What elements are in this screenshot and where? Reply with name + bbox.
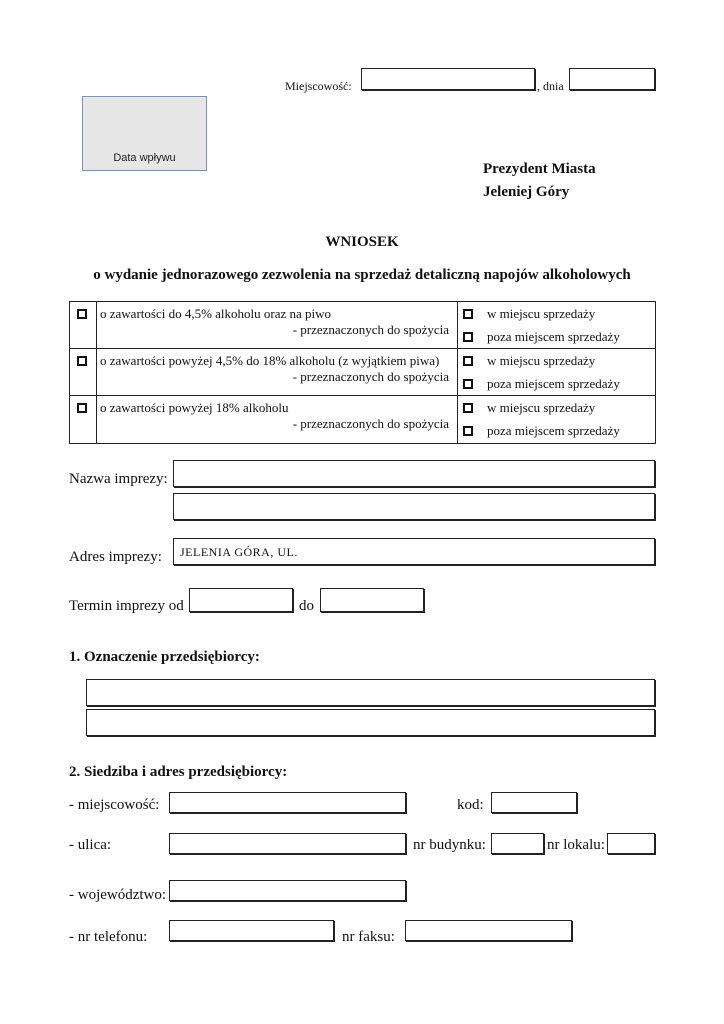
option-1-on-site-label: w miejscu sprzedaży	[487, 306, 596, 321]
event-term-label: Termin imprezy od	[69, 598, 184, 614]
event-term-to-input[interactable]	[320, 588, 424, 612]
code-label: kod:	[457, 797, 484, 813]
voivodeship-label: - województwo:	[69, 887, 167, 903]
option-1-desc-cell	[97, 302, 458, 349]
form-subtitle: o wydanie jednorazowego zezwolenia na sprzedaż detaliczną napojów alkoholowych	[93, 267, 631, 283]
voivodeship-input[interactable]	[169, 880, 406, 901]
street-label: - ulica:	[69, 837, 112, 853]
option-2-on-site-label: w miejscu sprzedaży	[487, 353, 596, 368]
unit-label: nr lokalu:	[547, 837, 605, 853]
option-3-purpose: - przeznaczonych do spożycia	[292, 416, 449, 431]
option-1-off-site-checkbox[interactable]	[463, 332, 473, 342]
option-2-desc-cell	[97, 349, 458, 396]
section1-heading: 1. Oznaczenie przedsiębiorcy:	[69, 649, 260, 665]
option-3-checkbox-cell	[70, 396, 97, 444]
option-1-desc: o zawartości do 4,5% alkoholu oraz na piwo	[100, 306, 332, 321]
option-1-purpose: - przeznaczonych do spożycia	[292, 322, 449, 337]
fax-label: nr faksu:	[342, 929, 395, 945]
event-name-input-2[interactable]	[173, 493, 655, 520]
option-1-places-cell	[458, 302, 656, 349]
building-number-input[interactable]	[491, 833, 544, 854]
city-input[interactable]	[169, 792, 406, 813]
option-2-places-cell	[458, 349, 656, 396]
option-3-off-site-checkbox[interactable]	[463, 426, 473, 436]
event-address-value: JELENIA GÓRA, UL.	[180, 545, 298, 559]
option-2-checkbox-cell	[70, 349, 97, 396]
option-1-checkbox[interactable]	[77, 309, 87, 319]
addressee-line1: Prezydent Miasta	[483, 161, 596, 177]
addressee-line2: Jeleniej Góry	[483, 184, 570, 200]
section2-heading: 2. Siedziba i adres przedsiębiorcy:	[69, 764, 288, 780]
event-address-input[interactable]	[173, 538, 655, 565]
date-input[interactable]	[569, 68, 655, 90]
street-input[interactable]	[169, 833, 406, 854]
option-3-desc-cell	[97, 396, 458, 444]
place-input[interactable]	[361, 68, 535, 90]
option-2-purpose: - przeznaczonych do spożycia	[292, 369, 449, 384]
option-2-off-site-checkbox[interactable]	[463, 379, 473, 389]
form-title: WNIOSEK	[325, 234, 399, 250]
option-1-on-site-checkbox[interactable]	[463, 309, 473, 319]
option-3-off-site-label: poza miejscem sprzedaży	[487, 423, 620, 438]
event-name-input-1[interactable]	[173, 460, 655, 487]
stamp-label: Data wpływu	[113, 152, 176, 164]
event-name-label: Nazwa imprezy:	[69, 471, 168, 487]
alcohol-type-table	[69, 301, 656, 444]
receipt-date-stamp	[82, 96, 207, 171]
phone-label: - nr telefonu:	[69, 929, 148, 945]
option-1-checkbox-cell	[70, 302, 97, 349]
option-2-off-site-label: poza miejscem sprzedaży	[487, 376, 620, 391]
option-3-checkbox[interactable]	[77, 403, 87, 413]
city-label: - miejscowość:	[69, 797, 160, 813]
event-term-to-label: do	[299, 598, 314, 614]
phone-input[interactable]	[169, 920, 334, 941]
unit-number-input[interactable]	[607, 833, 655, 854]
option-3-desc: o zawartości powyżej 18% alkoholu	[100, 400, 289, 415]
option-2-checkbox[interactable]	[77, 356, 87, 366]
event-term-from-input[interactable]	[189, 588, 293, 612]
option-1-off-site-label: poza miejscem sprzedaży	[487, 329, 620, 344]
option-3-on-site-checkbox[interactable]	[463, 403, 473, 413]
event-address-label: Adres imprezy:	[69, 549, 162, 565]
option-3-on-site-label: w miejscu sprzedaży	[487, 400, 596, 415]
postal-code-input[interactable]	[491, 792, 577, 813]
place-label: Miejscowość:	[285, 79, 352, 93]
option-3-places-cell	[458, 396, 656, 444]
option-2-on-site-checkbox[interactable]	[463, 356, 473, 366]
date-label: , dnia	[537, 79, 564, 93]
building-label: nr budynku:	[413, 837, 486, 853]
entrepreneur-input-2[interactable]	[86, 709, 655, 736]
fax-input[interactable]	[405, 920, 572, 941]
option-2-desc: o zawartości powyżej 4,5% do 18% alkoholu (z wyjątkiem piwa)	[100, 353, 440, 368]
entrepreneur-input-1[interactable]	[86, 679, 655, 706]
